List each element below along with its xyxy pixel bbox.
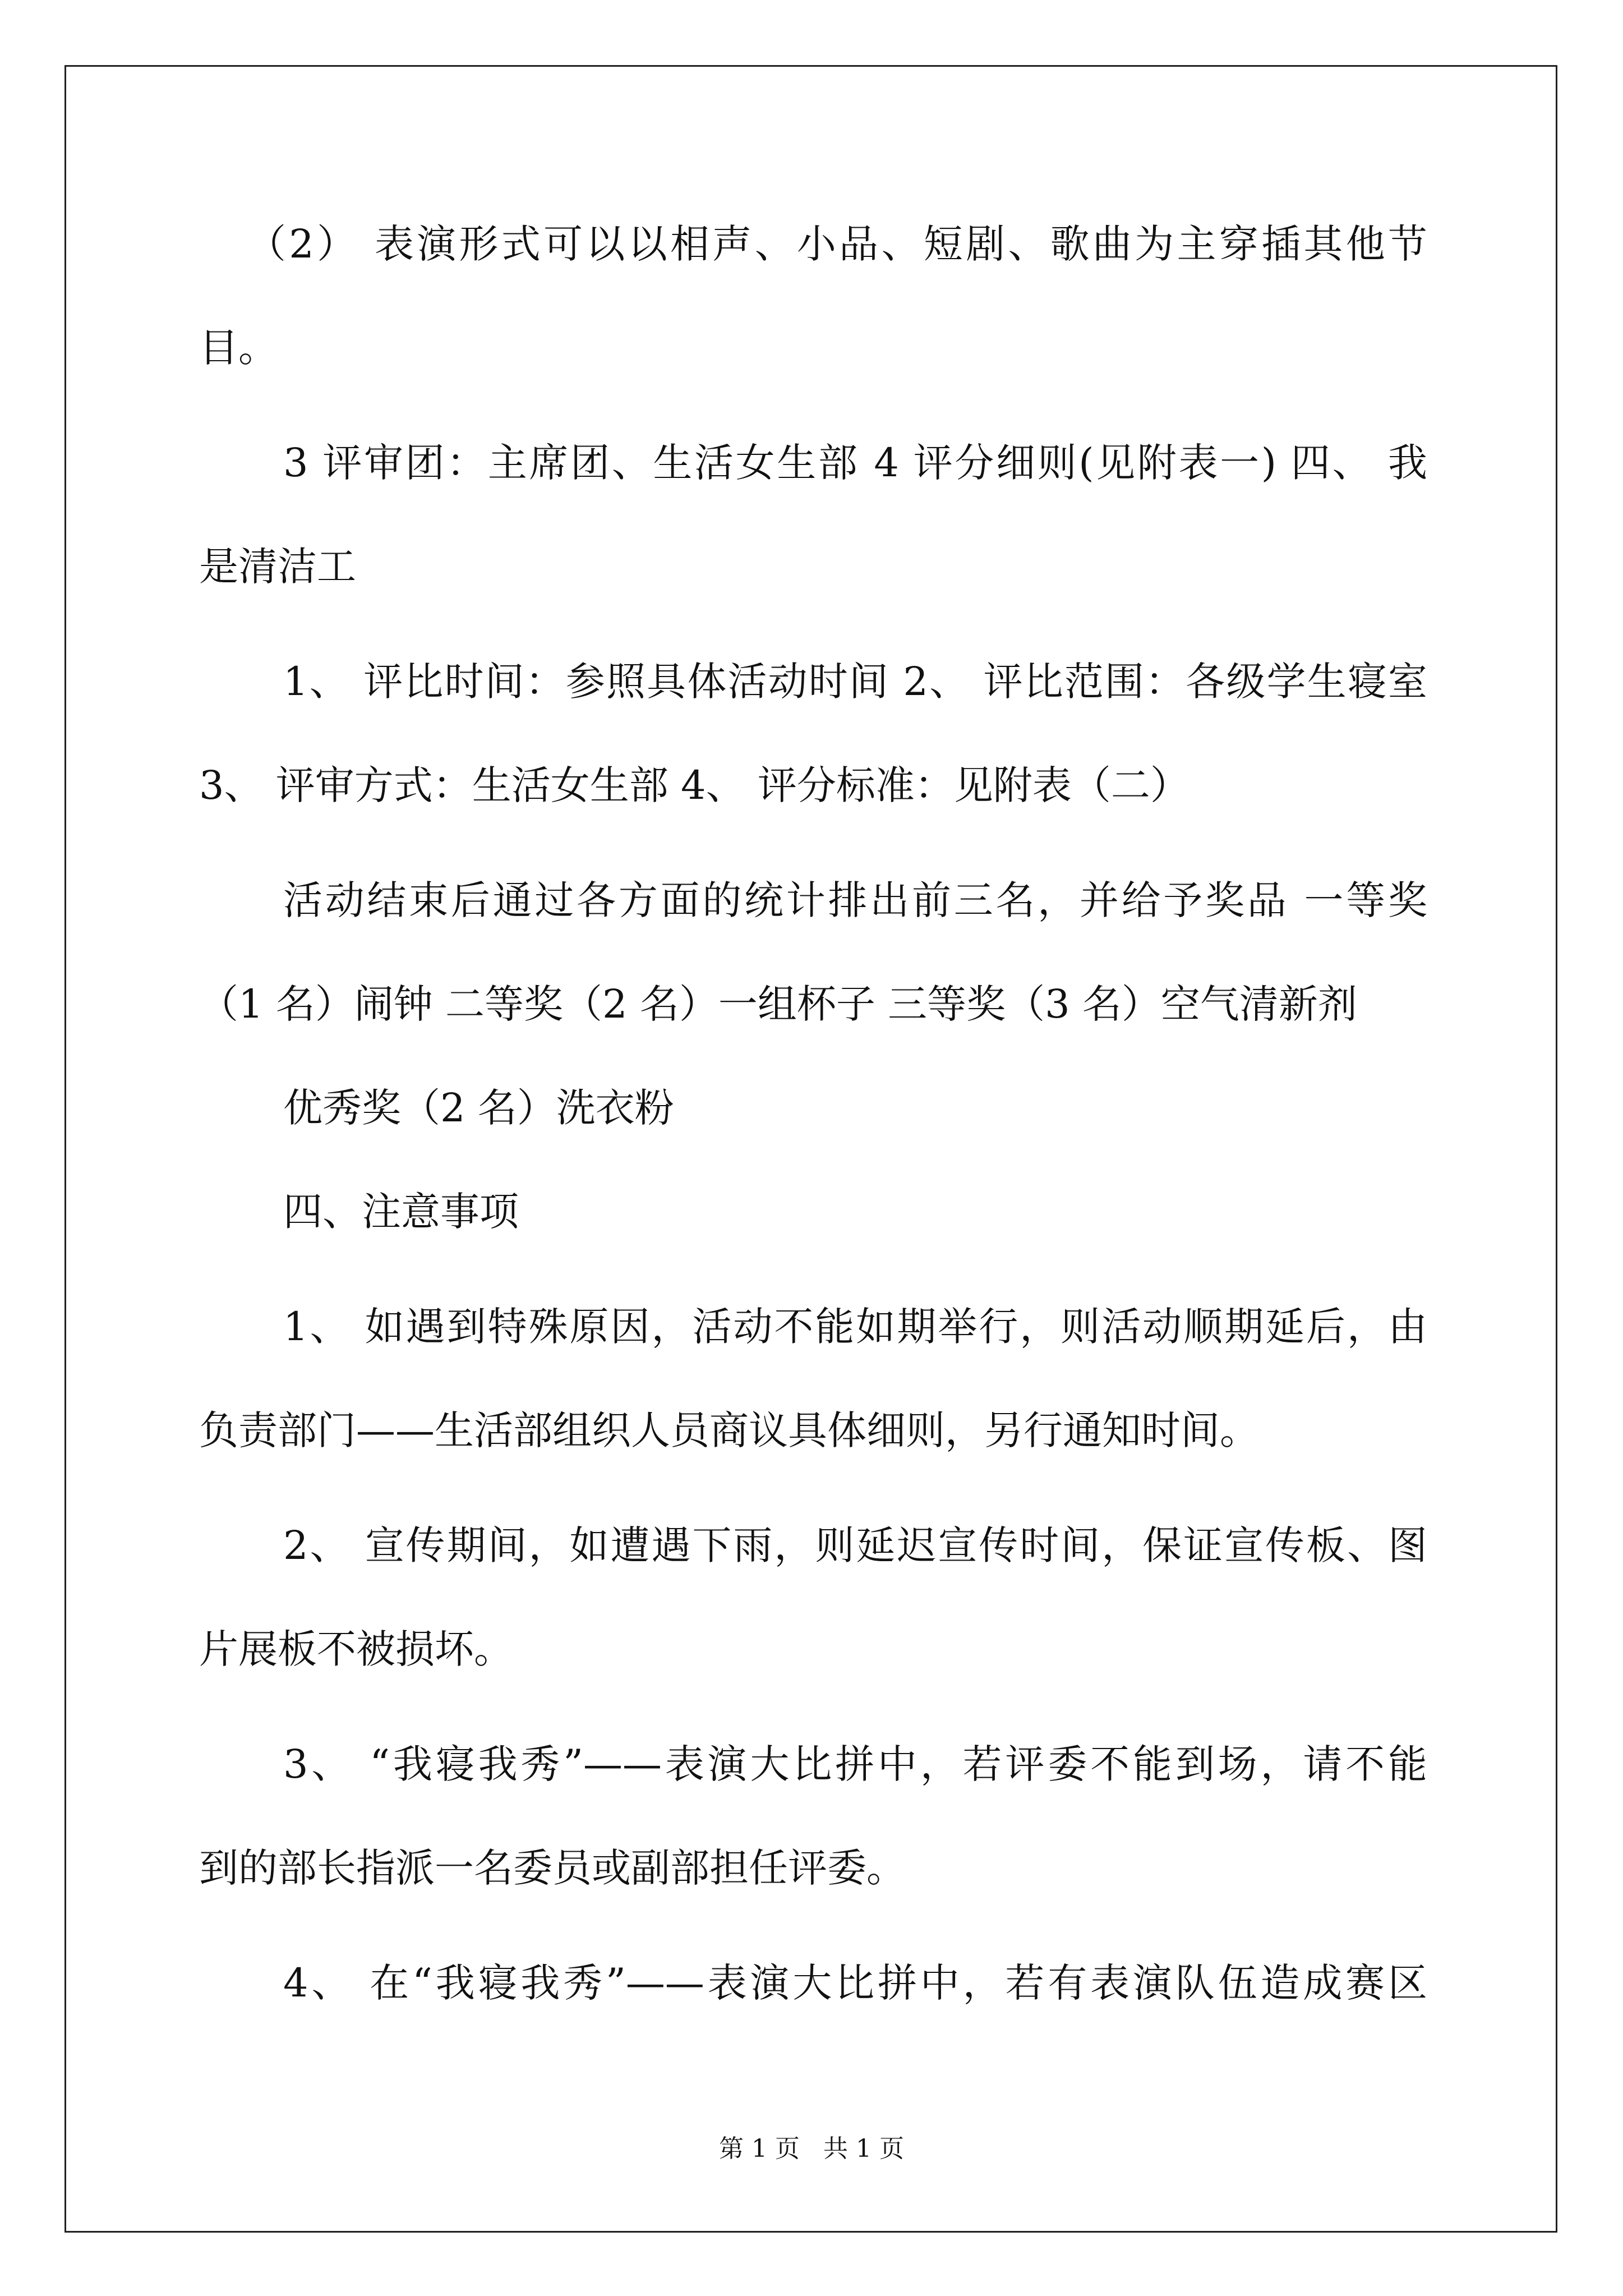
text-line: 负责部门——生活部组织人员商议具体细则，另行通知时间。 [199,1407,1259,1453]
text-line: （2） 表演形式可以以相声、小品、短剧、歌曲为主穿插其他节 [247,221,1427,267]
section-heading: 四、注意事项 [283,1189,519,1235]
page-footer [0,2133,1623,2165]
text-line: 4、 在“我寝我秀”——表演大比拼中，若有表演队伍造成赛区 [283,1960,1427,2006]
text-line: 3、 “我寝我秀”——表演大比拼中，若评委不能到场，请不能 [283,1741,1427,1787]
text-line: 到的部长指派一名委员或副部担任评委。 [199,1845,906,1891]
text-line: 优秀奖（2 名）洗衣粉 [283,1085,674,1131]
text-line: 1、 如遇到特殊原因，活动不能如期举行，则活动顺期延后，由 [283,1304,1427,1350]
text-line: 是清洁工 [199,544,356,590]
text-line: 1、 评比时间：参照具体活动时间 2、 评比范围：各级学生寝室 [283,659,1427,705]
text-line: 3 评审团：主席团、生活女生部 4 评分细则(见附表一) 四、 我 [283,440,1427,486]
text-line: 片展板不被损坏。 [199,1626,513,1672]
page-number: 第 1 页 [719,2134,800,2163]
page-frame [64,65,1557,2233]
page-total: 共 1 页 [823,2134,904,2163]
text-line: 2、 宣传期间，如遭遇下雨，则延迟宣传时间，保证宣传板、图 [283,1522,1427,1568]
text-line: 活动结束后通过各方面的统计排出前三名，并给予奖品 一等奖 [283,877,1427,923]
text-line: 3、 评审方式：生活女生部 4、 评分标准：见附表（二） [199,762,1189,808]
text-line: 目。 [199,325,278,371]
text-line: （1 名）闹钟 二等奖（2 名）一组杯子 三等奖（3 名）空气清新剂 [199,981,1357,1027]
